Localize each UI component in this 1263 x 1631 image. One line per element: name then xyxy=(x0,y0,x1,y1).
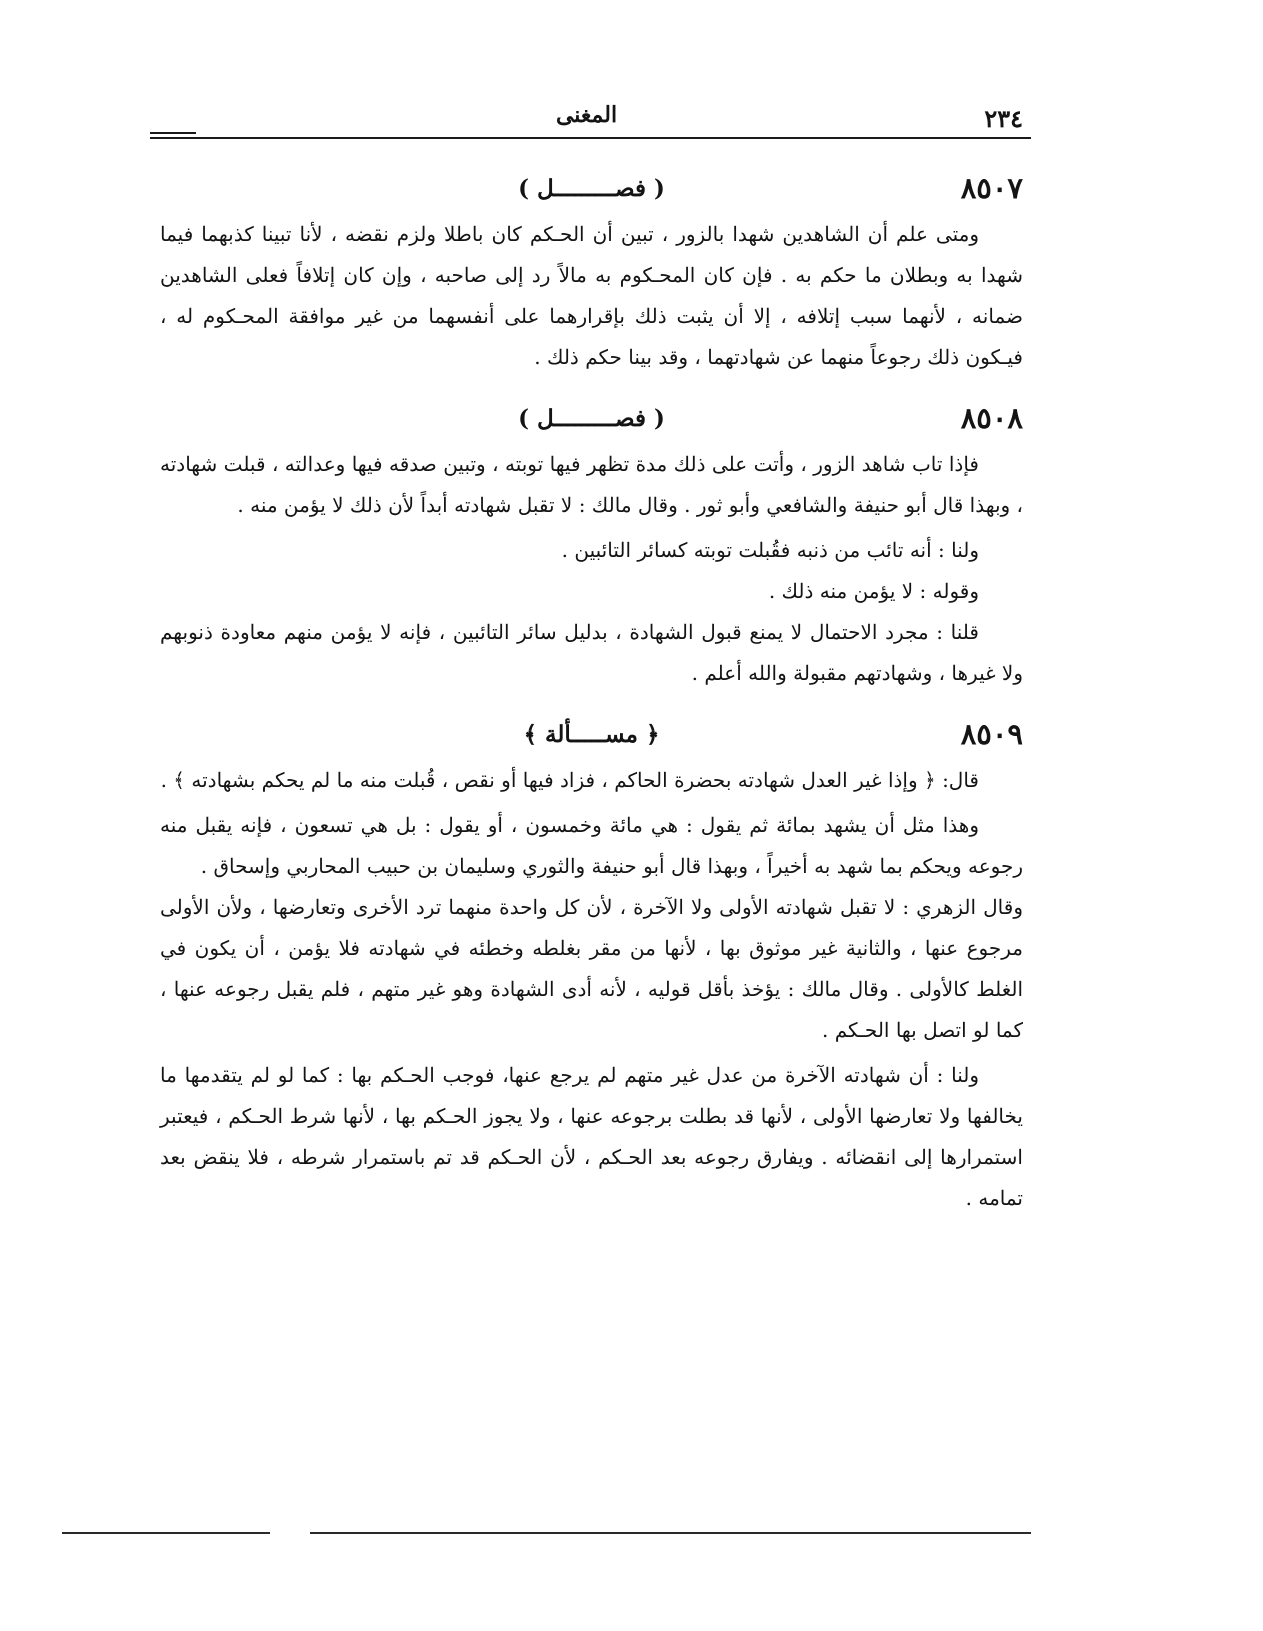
section-heading-8508 xyxy=(160,394,1023,442)
paragraph: وقوله : لا يؤمن منه ذلك . xyxy=(768,579,979,603)
section-title: ( فصـــــــــل ) xyxy=(518,175,665,202)
running-head xyxy=(150,98,1023,138)
header-rule-accent xyxy=(150,132,196,134)
section-number: ٨٥٠٩ xyxy=(960,717,1023,751)
paragraph: قلنا : مجرد الاحتمال لا يمنع قبول الشهادة ، بدليل سائر التائبين ، فإنه لا يؤمن منهم معاودة ذنوبهم ولا غيرها ، وشهادتهم مقبولة والله أعلم . xyxy=(160,620,1023,685)
paragraph: وهذا مثل أن يشهد بمائة ثم يقول : هي مائة وخمسون ، أو يقول : بل هي تسعون ، فإنه يقبل منه رجوعه ويحكم بما شهد به أخيراً ، وبهذا قال أبو حنيفة والثوري وسليمان بن حبيب المحاربي وإسحاق . xyxy=(160,813,1023,878)
footer-rule xyxy=(62,1532,1031,1534)
paragraph: قال: ﴿ وإذا غير العدل شهادته بحضرة الحاكم ، فزاد فيها أو نقص ، قُبلت منه ما لم يحكم بشهادته ﴾ . xyxy=(160,768,979,792)
header-rule xyxy=(150,137,1031,139)
section-number: ٨٥٠٨ xyxy=(960,401,1023,435)
paragraph: فإذا تاب شاهد الزور ، وأتت على ذلك مدة تظهر فيها توبته ، وتبين صدقه فيها وعدالته ، قبلت شهادته ، وبهذا قال أبو حنيفة والشافعي وأبو ثور . وقال مالك : لا تقبل شهادته أبداً لأن ذلك لا يؤمن منه . xyxy=(160,452,1023,517)
page-number: ٢٣٤ xyxy=(984,104,1023,133)
section-heading-8509 xyxy=(160,710,1023,758)
footer-rule-gap xyxy=(270,1532,310,1534)
paragraph: ولنا : أنه تائب من ذنبه فقُبلت توبته كسائر التائبين . xyxy=(561,538,979,562)
section-title: ( فصـــــــــل ) xyxy=(518,405,665,432)
section-heading-8507 xyxy=(160,164,1023,212)
paragraph: ومتى علم أن الشاهدين شهدا بالزور ، تبين أن الحـكم كان باطلا ولزم نقضه ، لأنا تبينا كذبهما فيما شهدا به وبطلان ما حكم به . فإن كان المحـكوم به مالاً رد إلى صاحبه ، وإن كان إتلافاً فعلى الشاهدين ضمانه ، لأنهما سبب إتلافه ، إلا أن يثبت ذلك بإقرارهما على أنفسهما من غير موافقة المحـكوم له ، فيـكون ذلك رجوعاً منهما عن شهادتهما ، وقد بينا حكم ذلك . xyxy=(160,222,1024,369)
section-number: ٨٥٠٧ xyxy=(960,171,1023,205)
paragraph: وقال الزهري : لا تقبل شهادته الأولى ولا الآخرة ، لأن كل واحدة منهما ترد الأخرى وتعارضها ، ولأن الأولى مرجوع عنها ، والثانية غير موثوق بها ، لأنها من مقر بغلطه وخطئه في شهادته فلا يؤمن ، أن يكون في الغلط كالأولى . وقال مالك : يؤخذ بأقل قوليه ، لأنه أدى الشهادة وهو غير متهم ، فلم يقبل رجوعه عنها ، كما لو اتصل بها الحـكم . xyxy=(160,895,1023,1042)
running-title: المغنى xyxy=(555,102,618,128)
paragraph: ولنا : أن شهادته الآخرة من عدل غير متهم لم يرجع عنها، فوجب الحـكم بها : كما لو لم يتقدمها ما يخالفها ولا تعارضها الأولى ، لأنها قد بطلت برجوعه عنها ، ولا يجوز الحـكم بها ، لأنها شرط الحـكم ، فيعتبر استمرارها إلى انقضائه . ويفارق رجوعه بعد الحـكم ، لأن الحـكم قد تم باستمرار شرطه ، فلا ينقض بعد تمامه . xyxy=(160,1063,1024,1210)
page-body xyxy=(160,160,1023,1219)
section-title: ﴿ مســـــألة ﴾ xyxy=(523,721,660,748)
